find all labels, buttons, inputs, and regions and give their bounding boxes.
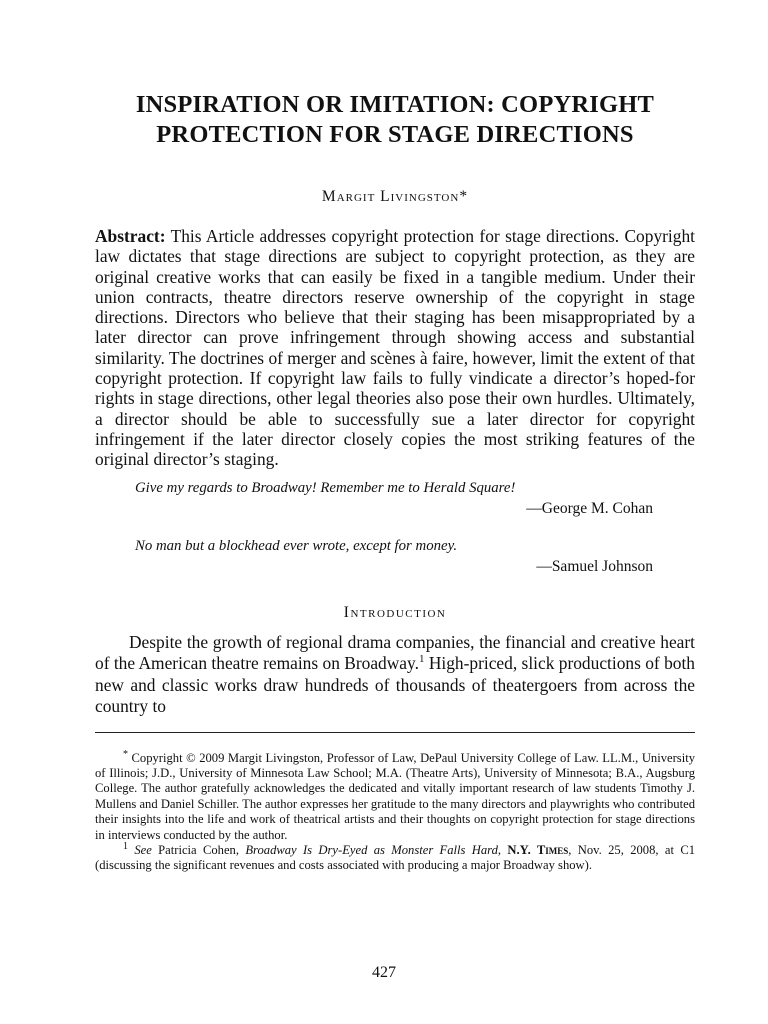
author-name: Margit Livingston*	[321, 188, 469, 205]
footnote-1	[95, 840, 696, 874]
footnote-mark: *	[123, 748, 128, 760]
body-text-1: Despite the growth of regional drama companies, the financial and creative heart of the American theatre remains on Broadway.	[95, 631, 695, 674]
footnote-text: ,	[497, 843, 508, 857]
abstract-text: This Article addresses copyright protection for stage directions. Copyright law dictates that stage directions are subject to copyright protection, as they are original creative works that can easily be fixed in a tangible medium. Under their union contracts, theatre directors reserve ownership of the copyright in stage directions. Directors who believe that their staging has been misappropriated by a later director can prove infringement through showing access and substantial similarity. The doctrines of merger and scènes à faire, however, limit the extent of that copyright protection. If copyright law fails to fully vindicate a director’s hoped-for rights in stage directions, other legal theories also pose their own hurdles. Ultimately, a director should be able to successfully sue a later director for copyright infringement if the later director closely copies the most striking features of the original director’s staging.	[95, 226, 695, 470]
footnote-text: , Nov. 25, 2008, at C1 (discussing the significant revenues and costs associated with producing a major Broadway show).	[95, 843, 696, 873]
article-page	[95, 0, 695, 874]
abstract-label: Abstract:	[95, 226, 166, 246]
footnote-divider	[95, 732, 695, 733]
article-title	[95, 90, 695, 150]
introduction-paragraph	[95, 632, 695, 718]
section-heading: Introduction	[343, 603, 447, 621]
signal-see: See	[134, 843, 152, 857]
abstract	[95, 226, 695, 470]
epigraph-quote: No man but a blockhead ever wrote, except for money.	[135, 537, 458, 554]
publication-name: N.Y. Times	[507, 843, 569, 857]
page-number: 427	[372, 964, 396, 981]
footnote-text: Patricia Cohen,	[151, 843, 246, 857]
epigraph-attribution: —George M. Cohan	[526, 499, 653, 517]
article-title-citation: Broadway Is Dry-Eyed as Monster Falls Hard	[245, 843, 498, 857]
epigraph-cohan	[95, 478, 695, 520]
epigraph-quote: Give my regards to Broadway! Remember me to Herald Square!	[135, 479, 516, 496]
footnote-star	[95, 748, 695, 843]
footnote-text: Copyright © 2009 Margit Livingston, Professor of Law, DePaul University College of Law. LL.M., University of Illinois; J.D., University of Minnesota Law School; M.A. (Theatre Arts), University of Minnesota; B.A., Augsburg College. The author gratefully acknowledges the dedicated and vitally important research of law students Timothy J. Mullens and Daniel Schiller. The author expresses her gratitude to the many directors and playwrights who contributed their insights into the life and work of theatrical artists and their thoughts on copyright protection for stage directions in interviews conducted by the author.	[95, 750, 695, 842]
footnote-mark: 1	[123, 840, 128, 852]
title-line-1: INSPIRATION OR IMITATION: COPYRIGHT	[135, 91, 655, 118]
epigraph-attribution: —Samuel Johnson	[536, 557, 653, 575]
footnotes	[95, 748, 696, 874]
body-text-2: High-priced, slick productions of both new and classic works draw hundreds of thousands of theatergoers from across the country to	[95, 653, 695, 717]
epigraph-johnson	[95, 536, 695, 578]
title-line-2: PROTECTION FOR STAGE DIRECTIONS	[156, 121, 634, 148]
footnote-ref-1[interactable]: 1	[418, 653, 425, 666]
